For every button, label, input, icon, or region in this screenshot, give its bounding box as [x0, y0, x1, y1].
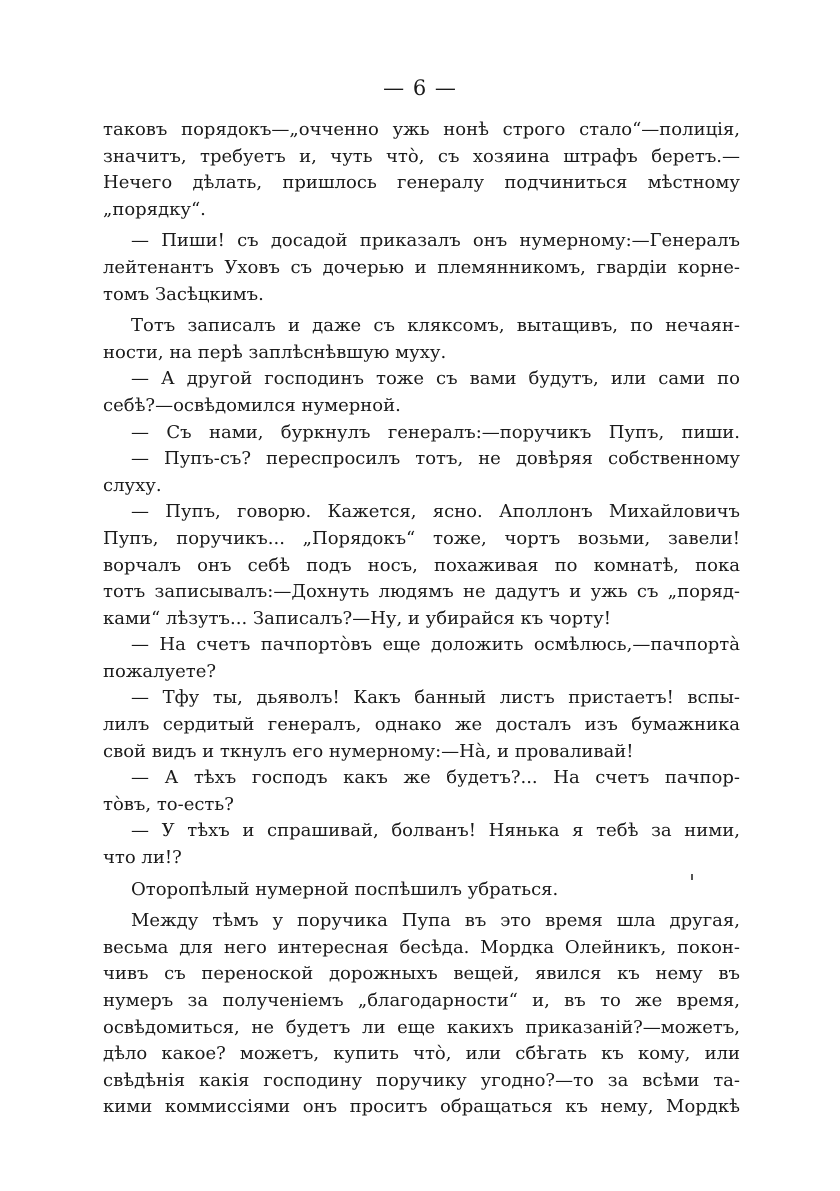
- text-line: освѣдомиться, не будетъ ли еще какихъ приказаній?—можетъ,: [103, 1016, 740, 1038]
- text-line: свой видъ и ткнулъ его нумерному:—На̀, и проваливай!: [103, 740, 634, 762]
- text-line: значитъ, требуетъ и, чуть что̀, съ хозяина штрафъ беретъ.—: [103, 145, 740, 167]
- text-line: Тотъ записалъ и даже съ кляксомъ, вытащивъ, по нечаян-: [131, 315, 740, 337]
- text-line: Пупъ, поручикъ... „Порядокъ“ тоже, чортъ возьми, завели!: [103, 527, 740, 549]
- text-line: лейтенантъ Уховъ съ дочерью и племянникомъ, гвардіи корне-: [103, 256, 740, 278]
- text-line: „порядку“.: [103, 198, 206, 220]
- body-text: [103, 117, 740, 1121]
- text-line: чивъ съ переноской дорожныхъ вещей, явился къ нему въ: [103, 963, 740, 985]
- text-line: свѣдѣнія какія господину поручику угодно?—то за всѣми та-: [103, 1069, 740, 1091]
- text-line: ности, на перѣ заплѣснѣвшую муху.: [103, 341, 447, 363]
- text-line: — Пупъ, говорю. Кажется, ясно. Аполлонъ Михайловичъ: [131, 501, 740, 523]
- text-line: — На счетъ пачпорто̀въ еще доложить осмѣлюсь,—пачпорта̀: [131, 634, 740, 656]
- text-line: то̀въ, то-есть?: [103, 793, 234, 815]
- print-speck: [691, 874, 693, 880]
- text-line: томъ Засѣцкимъ.: [103, 283, 264, 305]
- text-line: пожалуете?: [103, 660, 217, 682]
- text-line: Нечего дѣлать, пришлось генералу подчиниться мѣстному: [103, 172, 740, 194]
- text-line: что ли!?: [103, 847, 182, 869]
- text-line: весьма для него интересная бесѣда. Мордка Олейникъ, покон-: [103, 936, 740, 958]
- text-line: — Тфу ты, дьяволъ! Какъ банный листъ пристаетъ! вспы-: [131, 687, 740, 709]
- text-line: кими коммиссіями онъ проситъ обращаться къ нему, Мордкѣ: [103, 1096, 740, 1118]
- text-line: лилъ сердитый генералъ, однако же досталъ изъ бумажника: [103, 714, 740, 736]
- text-line: ворчалъ онъ себѣ подъ носъ, похаживая по комнатѣ, пока: [103, 554, 740, 576]
- text-line: — А тѣхъ господъ какъ же будетъ?... На счетъ пачпор-: [131, 767, 740, 789]
- text-line: таковъ порядокъ—„очченно ужь нонѣ строго стало“—полиція,: [103, 119, 740, 140]
- text-line: себѣ?—освѣдомился нумерной.: [103, 394, 401, 416]
- text-line: — У тѣхъ и спрашивай, болванъ! Нянька я тебѣ за ними,: [131, 820, 740, 842]
- text-line: — А другой господинъ тоже съ вами будутъ, или сами по: [131, 368, 740, 390]
- text-line: нумеръ за полученіемъ „благодарности“ и, въ то же время,: [103, 990, 740, 1011]
- text-line: Между тѣмъ у поручика Пупа въ это время шла другая,: [131, 910, 740, 932]
- text-line: слуху.: [103, 474, 162, 496]
- text-line: — Пиши! съ досадой приказалъ онъ нумерному:—Генералъ: [131, 230, 740, 252]
- text-line: дѣло какое? можетъ, купить что̀, или сбѣгать къ кому, или: [103, 1043, 740, 1065]
- text-line: тотъ записывалъ:—Дохнуть людямъ не дадутъ и ужь съ „поряд-: [103, 581, 740, 603]
- text-line: — Пупъ-съ? переспросилъ тотъ, не довѣряя собственному: [131, 448, 740, 470]
- text-line: Оторопѣлый нумерной поспѣшилъ убраться.: [131, 878, 559, 900]
- text-line: — Съ нами, буркнулъ генералъ:—поручикъ Пупъ, пиши.: [131, 421, 740, 443]
- text-line: ками“ лѣзутъ... Записалъ?—Ну, и убирайся къ чорту!: [103, 607, 611, 629]
- page-number: — 6 —: [383, 76, 457, 100]
